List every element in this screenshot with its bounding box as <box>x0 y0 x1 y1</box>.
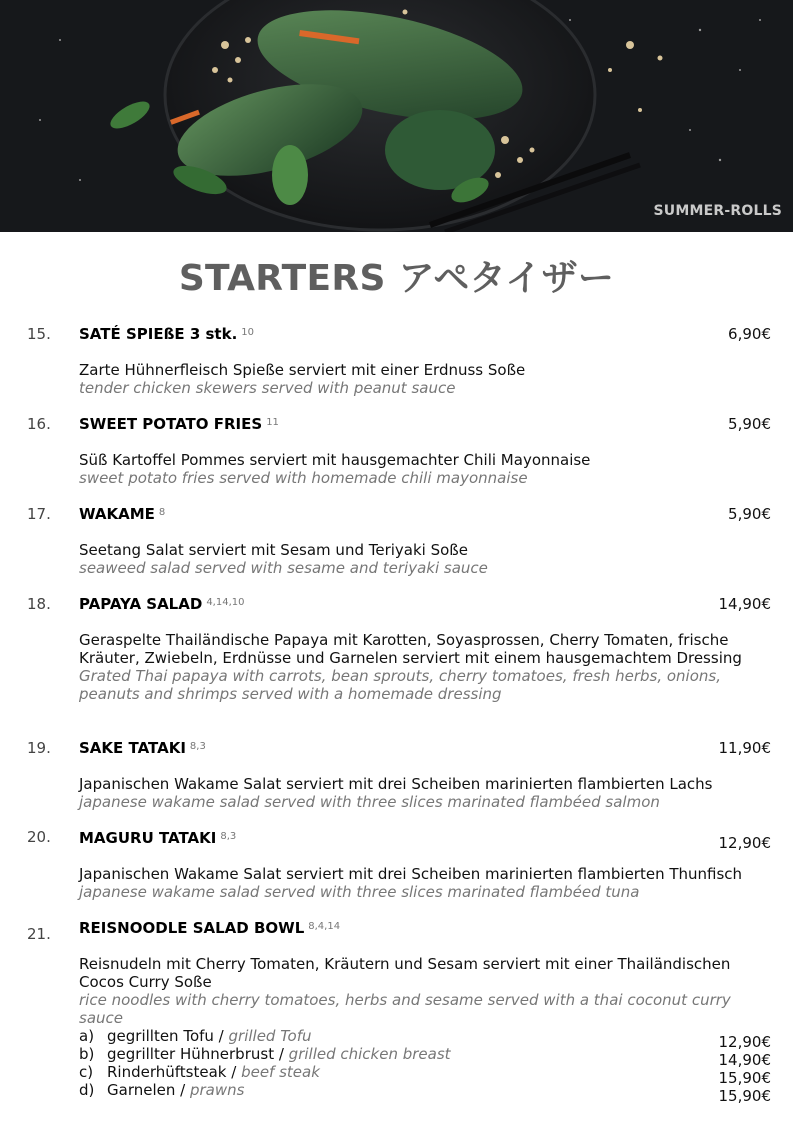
item-allergens: 8,3 <box>220 831 237 842</box>
description-en: japanese wakame salad served with three slices marinated flambéed tuna <box>79 883 640 901</box>
description-en: tender chicken skewers served with peanut sauce <box>79 379 456 397</box>
option-letter: d) <box>79 1081 95 1099</box>
item-allergens: 11 <box>266 417 279 428</box>
description-de: Japanischen Wakame Salat serviert mit drei Scheiben marinierten flambierten Lachs <box>79 775 713 793</box>
item-price: 5,90€ <box>728 415 771 433</box>
item-allergens: 8 <box>158 507 166 518</box>
item-number: 18. <box>27 595 51 613</box>
option-price: 14,90€ <box>718 1051 771 1069</box>
option-letter: b) <box>79 1045 95 1063</box>
description-de: Reisnudeln mit Cherry Tomaten, Kräutern und Sesam serviert mit einer Thailändischen Cocos Curry Soße <box>79 955 731 991</box>
option-en: beef steak <box>241 1063 320 1081</box>
description-de: Zarte Hühnerfleisch Spieße serviert mit einer Erdnuss Soße <box>79 361 526 379</box>
item-number: 21. <box>27 925 51 943</box>
description-en: japanese wakame salad served with three slices marinated flambéed salmon <box>79 793 660 811</box>
item-name: SATÉ SPIEßE 3 stk. $^{10}$ <box>79 325 254 343</box>
option-price: 12,90€ <box>718 1033 771 1051</box>
item-name: WAKAME $^8$ <box>79 505 166 523</box>
item-number: 16. <box>27 415 51 433</box>
item-description <box>79 775 759 811</box>
item-name: SAKE TATAKI $^{8,3}$ <box>79 739 206 757</box>
item-allergens: 8,3 <box>189 741 206 752</box>
item-price: 12,90€ <box>718 834 771 852</box>
item-name: REISNOODLE SALAD BOWL $^{8,4,14}$ <box>79 919 341 937</box>
item-price: 5,90€ <box>728 505 771 523</box>
item-allergens: 4,14,10 <box>206 597 245 608</box>
description-de: Japanischen Wakame Salat serviert mit drei Scheiben marinierten flambierten Thunfisch <box>79 865 743 883</box>
item-description <box>79 955 759 1027</box>
description-de: Süß Kartoffel Pommes serviert mit hausgemachter Chili Mayonnaise <box>79 451 591 469</box>
description-en: Grated Thai papaya with carrots, bean sprouts, cherry tomatoes, fresh herbs, onions, peanuts and shrimps served with a homemade dressing <box>79 667 721 703</box>
option-separator: / <box>213 1027 229 1045</box>
description-en: seaweed salad served with sesame and teriyaki sauce <box>79 559 488 577</box>
option-row <box>79 1081 244 1099</box>
option-letter: a) <box>79 1027 95 1045</box>
hero-caption: SUMMER-ROLLS <box>653 203 782 219</box>
option-letter: c) <box>79 1063 94 1081</box>
option-de: gegrillter Hühnerbrust <box>107 1045 275 1063</box>
option-en: grilled chicken breast <box>288 1045 451 1063</box>
option-separator: / <box>175 1081 190 1099</box>
item-description <box>79 631 759 703</box>
item-price: 14,90€ <box>718 595 771 613</box>
option-en: prawns <box>189 1081 245 1099</box>
option-de: Rinderhüftsteak <box>107 1063 227 1081</box>
option-de: gegrillten Tofu <box>107 1027 214 1045</box>
page-title: STARTERS アペタイザー <box>178 258 615 299</box>
item-number: 15. <box>27 325 51 343</box>
item-name: SWEET POTATO FRIES $^{11}$ <box>79 415 279 433</box>
option-separator: / <box>226 1063 242 1081</box>
description-de: Geraspelte Thailändische Papaya mit Karotten, Soyasprossen, Cherry Tomaten, frische Kräuter, Zwiebeln, Erdnüsse und Garnelen serviert mit einem hausgemachtem Dressing <box>79 631 742 667</box>
option-en: grilled Tofu <box>228 1027 312 1045</box>
option-row <box>79 1027 311 1045</box>
description-de: Seetang Salat serviert mit Sesam und Teriyaki Soße <box>79 541 468 559</box>
item-allergens: 8,4,14 <box>308 921 341 932</box>
item-number: 20. <box>27 828 51 846</box>
item-description <box>79 541 759 577</box>
item-description <box>79 451 759 487</box>
item-name: PAPAYA SALAD $^{4,14,10}$ <box>79 595 245 613</box>
option-price: 15,90€ <box>718 1069 771 1087</box>
item-number: 17. <box>27 505 51 523</box>
item-price: 6,90€ <box>728 325 771 343</box>
option-price: 15,90€ <box>718 1087 771 1105</box>
option-row <box>79 1045 451 1063</box>
item-number: 19. <box>27 739 51 757</box>
option-row <box>79 1063 320 1081</box>
item-price: 11,90€ <box>718 739 771 757</box>
item-description <box>79 361 759 397</box>
item-name: MAGURU TATAKI $^{8,3}$ <box>79 829 237 847</box>
description-en: rice noodles with cherry tomatoes, herbs and sesame served with a thai coconut curry sauce <box>79 991 731 1027</box>
hero-photo <box>0 0 793 232</box>
description-en: sweet potato fries served with homemade chili mayonnaise <box>79 469 528 487</box>
item-description <box>79 865 759 901</box>
option-de: Garnelen <box>107 1081 176 1099</box>
option-separator: / <box>274 1045 289 1063</box>
summer-rolls-illustration <box>0 0 793 232</box>
item-allergens: 10 <box>241 327 254 338</box>
